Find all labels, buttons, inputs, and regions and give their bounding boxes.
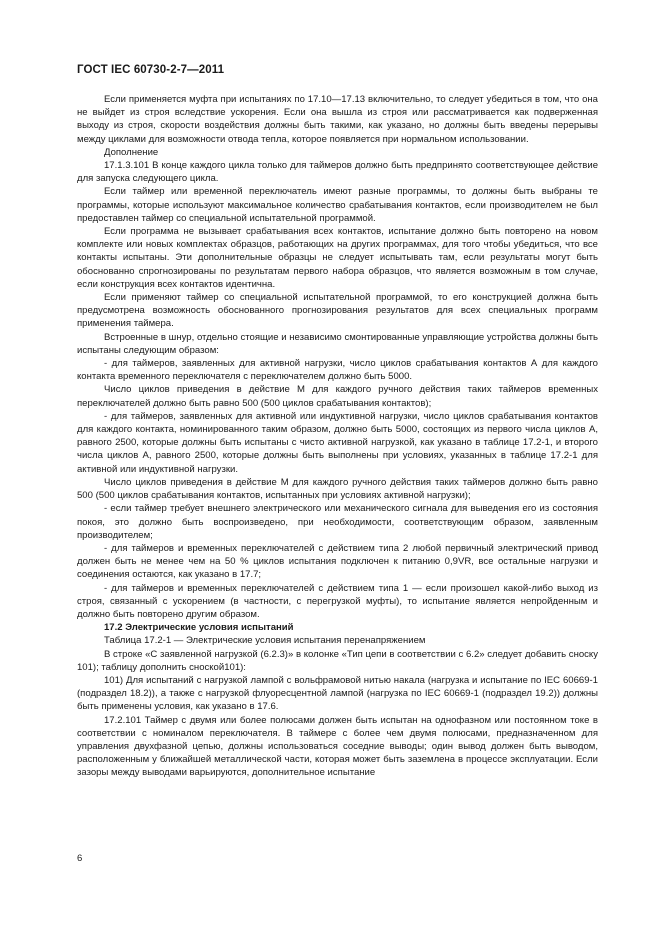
paragraph: Число циклов приведения в действие М для каждого ручного действия таких таймеров временных переключателей должно быть равно 500 (500 циклов срабатывания контактов); bbox=[77, 384, 598, 409]
list-item: - для таймеров, заявленных для активной нагрузки, число циклов срабатывания контактов А для каждого контакта временного переключателя с переключателем должно быть 5000. bbox=[77, 358, 598, 383]
document-header: ГОСТ IEC 60730-2-7—2011 bbox=[77, 64, 225, 76]
paragraph: Встроенные в шнур, отдельно стоящие и независимо смонтированные управляющие устройства должны быть испытаны следующим образом: bbox=[77, 331, 598, 356]
list-item: - для таймеров и временных переключателей с действием типа 2 любой первичный электрический привод должен быть не менее чем на 50 % циклов испытания подключен к питанию 0,9VR, все остальные нагрузки и соединения остаются, как указано в 17.7; bbox=[77, 542, 598, 581]
paragraph: Если применяют таймер со специальной испытательной программой, то его конструкцией должна быть предусмотрена возможность обоснованного прогнозирования результатов для всех специальных программ применения таймера. bbox=[77, 292, 598, 330]
footnote: 101) Для испытаний с нагрузкой лампой с вольфрамовой нитью накала (нагрузка и испытание по IEC 60669-1 (подраздел 18.2)), а также с нагрузкой флуоресцентной лампой (нагрузка по IEC 60669-1 (подраздел 19.2)) должны быть применены условия, как указано в 17.6. bbox=[77, 674, 598, 713]
paragraph: Число циклов приведения в действие М для каждого ручного действия таких таймеров должно быть равно 500 (500 циклов срабатывания контактов, испытанных при условиях активной нагрузки); bbox=[77, 476, 598, 502]
paragraph: 17.2.101 Таймер с двумя или более полюсами должен быть испытан на однофазном или постоянном токе в соответствии с номиналом переключателя. В таймере с более чем двумя полюсами, предназначенном для управления двухфазной цепью, должны использоваться соседние выводы; один вывод должен быть выводом, расположенным у ближайшей металлической части, которая может быть заземлена в процессе эксплуатации. Если зазоры между выводами варьируются, дополнительное испытание bbox=[77, 714, 598, 779]
paragraph: Дополнение bbox=[104, 146, 159, 158]
paragraph: Если применяется муфта при испытаниях по 17.10—17.13 включительно, то следует убедиться в том, что она не выйдет из строя вследствие ускорения. Если она вышла из строя или рассматривается как подверженная выходу из строя, скорости воздействия должны быть такими, как указано, но должны быть введены перерывы между циклами для возможности отвода тепла, которое появляется при нормальном использовании. bbox=[77, 94, 598, 145]
list-item: - для таймеров, заявленных для активной или индуктивной нагрузки, число циклов срабатывания контактов для каждого контакта, номинированного таким образом, должно быть 5000, состоящих из первого числа циклов А, равного 2500, которые должны быть испытаны с чисто активной нагрузкой, как указано в таблице 17.2-1, и второго числа циклов А, равного 2500, которые должны быть выполнены при условиях, указанных в таблице 17.2-1 для активной или индуктивной нагрузки. bbox=[77, 410, 598, 475]
paragraph: В строке «С заявленной нагрузкой (6.2.3)» в колонке «Тип цепи в соответствии с 6.2» следует добавить сноску 101); таблицу дополнить сноской101): bbox=[77, 648, 598, 673]
page-number: 6 bbox=[77, 853, 83, 864]
paragraph: 17.1.3.101 В конце каждого цикла только для таймеров должно быть предпринято соответствующее действие для запуска следующего цикла. bbox=[77, 160, 598, 185]
document-body bbox=[77, 93, 598, 780]
list-item: - если таймер требует внешнего электрического или механического сигнала для выведения его из состояния покоя, это должно быть воспроизведено, при необходимости, соответствующим образом, заявленным производителем; bbox=[77, 503, 598, 541]
paragraph: Если программа не вызывает срабатывания всех контактов, испытание должно быть повторено на новом комплекте или новых комплектах образцов, работающих на других программах, для того чтобы убедиться, что все контакты испытаны. Эти дополнительные образцы не следует испытывать там, если результаты могут быть обоснованно спрогнозированы по результатам первого набора образцов, что является возможным в том случае, если конструкция всех контактов идентична. bbox=[77, 226, 598, 290]
list-item: - для таймеров и временных переключателей с действием типа 1 — если произошел какой-либо выход из строя, связанный с ускорением (в частности, с перегрузкой муфты), то испытание является непройденным и должно быть повторено другим образом. bbox=[77, 582, 598, 620]
section-heading: 17.2 Электрические условия испытаний bbox=[104, 622, 294, 634]
paragraph: Таблица 17.2-1 — Электрические условия испытания перенапряжением bbox=[104, 635, 426, 647]
paragraph: Если таймер или временной переключатель имеют разные программы, то должны быть выбраны те программы, которые используют максимальное количество срабатывания контактов, если производителем не был предоставлен таймер со специальной испытательной программой. bbox=[77, 186, 598, 224]
